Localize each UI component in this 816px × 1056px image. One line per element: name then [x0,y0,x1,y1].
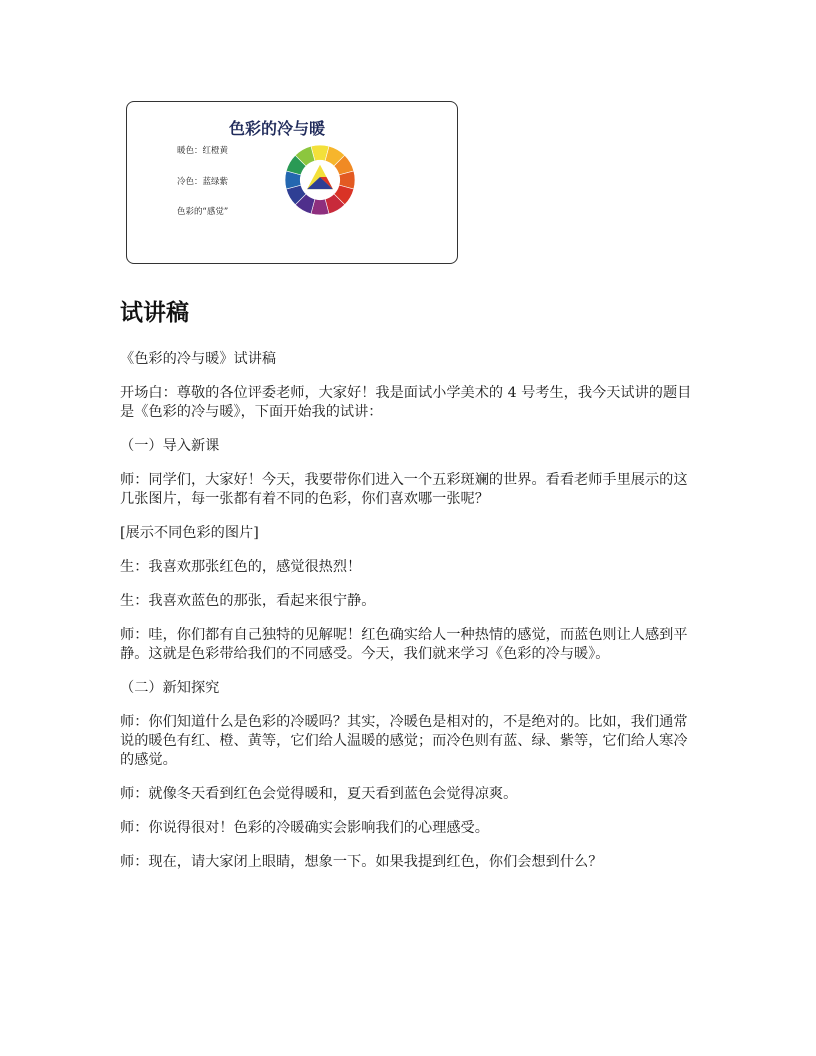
paragraph: 师：现在，请大家闭上眼睛，想象一下。如果我提到红色，你们会想到什么？ [120,854,603,870]
paragraph: 师：你说得很对！色彩的冷暖确实会影响我们的心理感受。 [120,820,489,836]
slide-title: 色彩的冷与暖 [228,119,325,138]
paragraph: 师：哇，你们都有自己独特的见解呢！红色确实给人一种热情的感觉，而蓝色则让人感到平静。这就是色彩带给我们的不同感受。今天，我们就来学习《色彩的冷与暖》。 [120,627,688,662]
slide-warm-line: 暖色：红橙黄 [177,146,229,156]
paragraph: 师：你们知道什么是色彩的冷暖吗？其实，冷暖色是相对的，不是绝对的。比如，我们通常说的暖色有红、橙、黄等，它们给人温暖的感觉；而冷色则有蓝、绿、紫等，它们给人寒冷的感觉。 [120,714,688,768]
paragraph: 开场白：尊敬的各位评委老师，大家好！我是面试小学美术的 4 号考生，我今天试讲的题目是《色彩的冷与暖》，下面开始我的试讲： [120,385,692,420]
paragraph: （二）新知探究 [120,680,220,696]
paragraph: 生：我喜欢蓝色的那张，看起来很宁静。 [120,593,376,609]
paragraph: （一）导入新课 [120,438,220,454]
paragraph: 师：就像冬天看到红色会觉得暖和，夏天看到蓝色会觉得凉爽。 [120,786,518,802]
document-body [120,350,700,887]
paragraph: 《色彩的冷与暖》试讲稿 [120,351,277,367]
color-wheel [282,142,358,218]
paragraph: 生：我喜欢那张红色的，感觉很热烈！ [120,559,362,575]
slide-cool-line: 冷色：蓝绿紫 [177,177,229,187]
paragraph: 师：同学们，大家好！今天，我要带你们进入一个五彩斑斓的世界。看看老师手里展示的这几张图片，每一张都有着不同的色彩，你们喜欢哪一张呢？ [120,472,688,507]
paragraph: [展示不同色彩的图片] [120,525,259,541]
slide-thumbnail [126,101,458,264]
page-title: 试讲稿 [120,300,189,326]
slide-feeling-line: 色彩的“感觉” [177,207,229,217]
